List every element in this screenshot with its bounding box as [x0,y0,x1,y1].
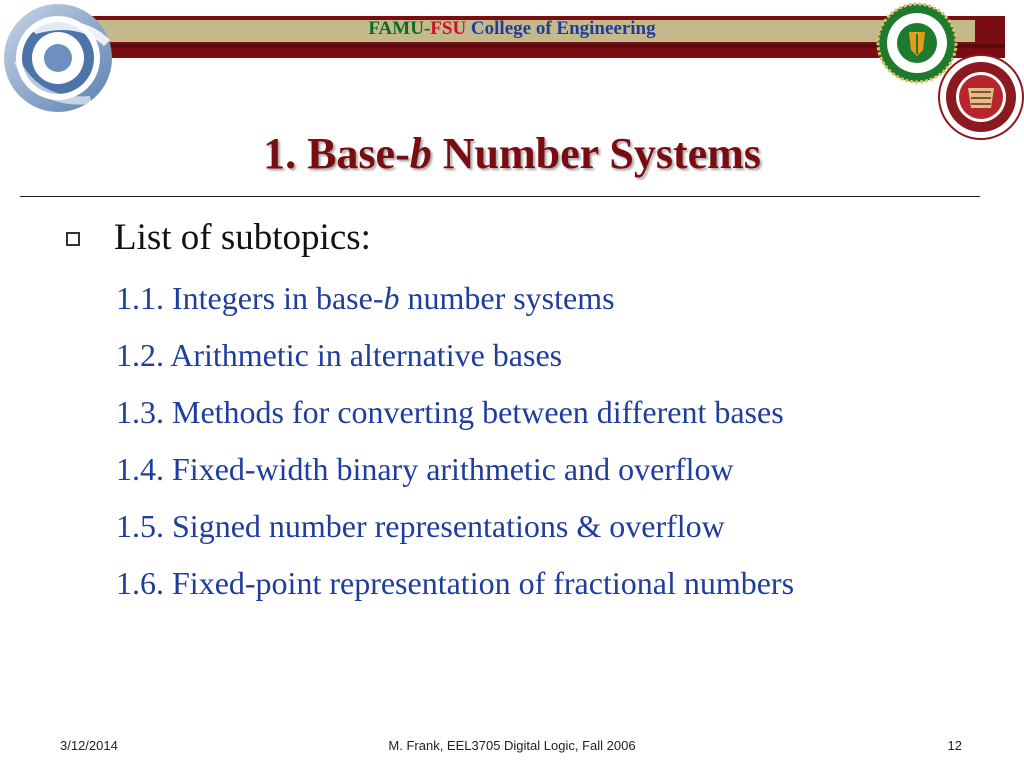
subtopic-number: 1.4. [116,451,164,487]
header-dash: - [423,18,431,39]
subtopic-text: Arithmetic in alternative bases [164,337,563,373]
subtopic-item [116,451,734,488]
subtopic-text: Signed number representations & overflow [164,508,725,544]
title-suffix: Number Systems [431,129,761,178]
square-bullet-icon [66,232,80,246]
college-logo-icon [0,0,120,118]
title-italic: b [409,129,432,178]
subtopic-number: 1.1. [116,280,164,316]
subtopic-item [116,508,725,545]
title-prefix: 1. Base- [263,129,410,178]
title-divider [20,196,980,197]
subtopic-text: Methods for converting between different bases [164,394,784,430]
subtopic-text: Fixed-width binary arithmetic and overflow [164,451,734,487]
subtopic-number: 1.2. [116,337,164,373]
subtopic-item [116,337,562,374]
header-band-stripe [30,44,1005,48]
header-college: College of Engineering [466,18,656,39]
subtopics-heading: List of subtopics: [114,217,371,258]
header-fsu: FSU [430,18,467,39]
footer-page-number: 12 [947,738,962,753]
subtopic-number: 1.3. [116,394,164,430]
subtopic-text: Integers in base- [164,280,384,316]
header-famu: FAMU [368,18,424,39]
slide-title [0,128,1024,179]
footer-course: M. Frank, EEL3705 Digital Logic, Fall 2006 [388,738,636,753]
subtopic-italic: b [383,280,400,316]
subtopic-item [116,394,784,431]
footer-date: 3/12/2014 [60,738,118,753]
header-title [0,18,1024,40]
subtopic-number: 1.6. [116,565,164,601]
subtopic-item [116,280,615,317]
subtopic-item [116,565,794,602]
subtopic-text: Fixed-point representation of fractional numbers [164,565,795,601]
subtopic-text-after: number systems [399,280,615,316]
subtopic-number: 1.5. [116,508,164,544]
